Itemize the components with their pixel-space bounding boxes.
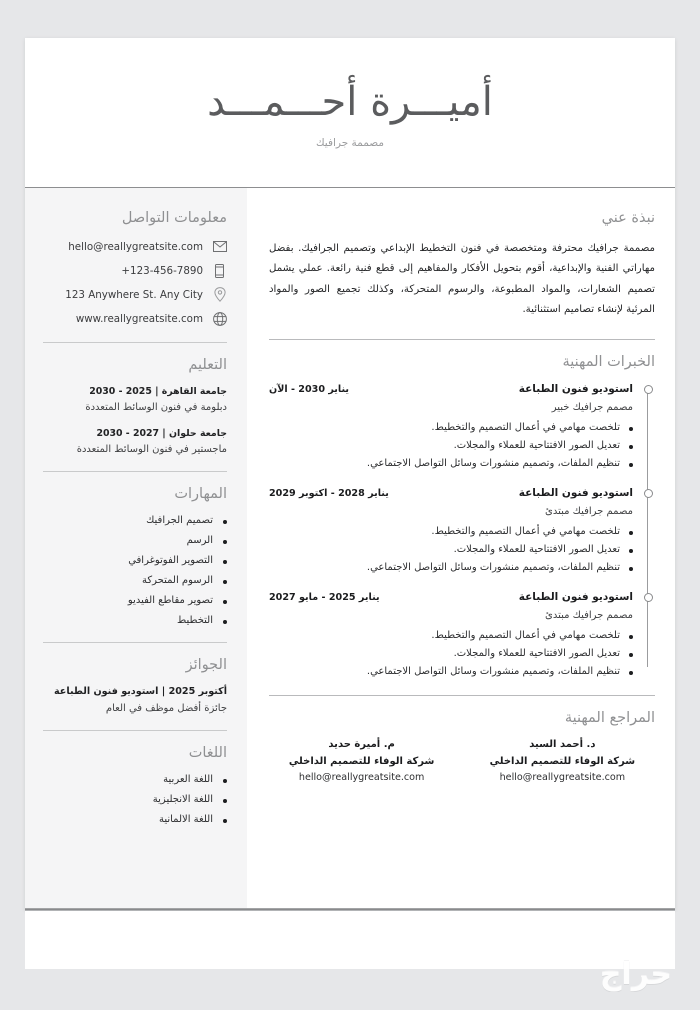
experience-company: استوديو فنون الطباعة [518, 590, 633, 603]
experience-dates: يناير 2030 - الآن [269, 383, 350, 395]
page-footer-sheet [25, 911, 675, 969]
about-section [269, 210, 655, 321]
experience-bullet-list [269, 422, 633, 469]
experience-timeline [269, 383, 655, 677]
experience-item-header [269, 591, 633, 603]
experience-dates: يناير 2025 - مايو 2027 [269, 591, 380, 603]
location-pin-icon [212, 287, 227, 302]
list-item: تعديل الصور الافتتاحية للعملاء والمجلات. [269, 544, 633, 555]
reference-email[interactable]: hello@reallygreatsite.com [298, 771, 425, 783]
globe-icon [212, 311, 227, 326]
about-text: مصممة جرافيك محترفة ومتخصصة في فنون التخطيط الإبداعي وتصميم الجرافيك. بفضل مهاراتي الفنية والإبداعية، أقوم بتحويل الأفكار والمفاهيم إلى قطع فنية رائعة. عملي يشمل تصميم الشعارات، والمواد المطبوعة، والرسوم المتحركة، وكذلك تجميع الصور والمواد المرئية لإنشاء تصاميم استثنائية. [269, 243, 655, 316]
resume-header [25, 38, 675, 188]
reference-name: د. أحمد السيد [529, 738, 596, 750]
timeline-dot-icon [644, 489, 653, 498]
references-section [269, 710, 655, 783]
watermark: حراج [599, 957, 672, 992]
resume-page [25, 38, 675, 910]
contact-item-phone[interactable] [43, 263, 227, 278]
list-item: اللغة الانجليزية [43, 794, 227, 805]
list-item: تلخصت مهامي في أعمال التصميم والتخطيط. [269, 526, 633, 537]
reference-organization: شركة الوفاء للتصميم الداخلي [489, 755, 636, 767]
reference-item [269, 739, 454, 783]
list-item: تنظيم الملفات، وتصميم منشورات وسائل التواصل الاجتماعي. [269, 562, 633, 573]
list-item: تلخصت مهامي في أعمال التصميم والتخطيط. [269, 422, 633, 433]
timeline-dot-icon [644, 385, 653, 394]
contact-item-website[interactable] [43, 311, 227, 326]
education-school: جامعة القاهرة | 2025 - 2030 [89, 386, 227, 397]
reference-name: م. أميرة حديد [328, 738, 395, 750]
contact-section [43, 210, 227, 326]
experience-role: مصمم جرافيك خبير [551, 401, 633, 413]
experience-item [269, 591, 633, 677]
languages-list [43, 774, 227, 825]
experience-section-title: الخبرات المهنية [562, 353, 655, 370]
contact-address-value: 123 Anywhere St. Any City [65, 288, 203, 301]
education-degree: دبلومة في فنون الوسائط المتعددة [85, 402, 227, 413]
divider [269, 339, 655, 340]
timeline-dot-icon [644, 593, 653, 602]
languages-section [43, 745, 227, 825]
awards-section [43, 657, 227, 714]
list-item: الرسم [43, 535, 227, 546]
main-column [247, 188, 675, 909]
experience-item [269, 383, 633, 469]
list-item: الرسوم المتحركة [43, 575, 227, 586]
contact-section-title: معلومات التواصل [121, 210, 227, 226]
reference-item [470, 739, 655, 783]
references-section-title: المراجع المهنية [564, 709, 655, 726]
resume-body [25, 188, 675, 909]
list-item: تنظيم الملفات، وتصميم منشورات وسائل التواصل الاجتماعي. [269, 666, 633, 677]
experience-bullet-list [269, 526, 633, 573]
experience-dates: يناير 2028 - اكتوبر 2029 [269, 487, 389, 499]
list-item: تنظيم الملفات، وتصميم منشورات وسائل التواصل الاجتماعي. [269, 458, 633, 469]
experience-item-header [269, 383, 633, 395]
education-item [43, 386, 227, 413]
experience-role: مصمم جرافيك مبتدئ [545, 505, 633, 517]
phone-icon [212, 263, 227, 278]
divider [269, 695, 655, 696]
timeline-line [647, 391, 648, 667]
award-description: جائزة أفضل موظف في العام [105, 703, 227, 714]
skills-section-title: المهارات [174, 486, 227, 502]
award-title: أكتوبر 2025 | استوديو فنون الطباعة [53, 686, 227, 697]
sidebar-column [25, 188, 247, 909]
list-item: تصميم الجرافيك [43, 515, 227, 526]
award-item [43, 686, 227, 714]
skills-section [43, 486, 227, 626]
skills-list [43, 515, 227, 626]
list-item: اللغة الالمانية [43, 814, 227, 825]
references-list [269, 739, 655, 783]
contact-email-value: hello@reallygreatsite.com [68, 240, 203, 253]
list-item: تلخصت مهامي في أعمال التصميم والتخطيط. [269, 630, 633, 641]
experience-company: استوديو فنون الطباعة [518, 486, 633, 499]
experience-item-header [269, 487, 633, 499]
contact-item-email[interactable] [43, 239, 227, 254]
divider [43, 642, 227, 643]
contact-phone-value: +123-456-7890 [121, 264, 203, 277]
experience-bullet-list [269, 630, 633, 677]
education-section-title: التعليم [188, 357, 227, 373]
list-item: اللغة العربية [43, 774, 227, 785]
divider [43, 730, 227, 731]
contact-item-address[interactable] [43, 287, 227, 302]
experience-company: استوديو فنون الطباعة [518, 382, 633, 395]
reference-email[interactable]: hello@reallygreatsite.com [499, 771, 626, 783]
list-item: تصوير مقاطع الفيديو [43, 595, 227, 606]
job-title: مصممة جرافيك [315, 136, 385, 149]
page-title: أميـــرة أحـــمـــد [207, 79, 493, 125]
education-item [43, 428, 227, 455]
reference-organization: شركة الوفاء للتصميم الداخلي [288, 755, 435, 767]
education-section [43, 357, 227, 455]
education-degree: ماجستير في فنون الوسائط المتعددة [76, 444, 227, 455]
list-item: التصوير الفوتوغرافي [43, 555, 227, 566]
envelope-icon [212, 239, 227, 254]
divider [43, 471, 227, 472]
list-item: التخطيط [43, 615, 227, 626]
languages-section-title: اللغات [188, 745, 227, 761]
experience-item [269, 487, 633, 573]
list-item: تعديل الصور الافتتاحية للعملاء والمجلات. [269, 648, 633, 659]
experience-role: مصمم جرافيك مبتدئ [545, 609, 633, 621]
awards-section-title: الجوائز [185, 657, 227, 673]
divider [43, 342, 227, 343]
experience-section [269, 354, 655, 677]
contact-website-value: www.reallygreatsite.com [75, 312, 203, 325]
list-item: تعديل الصور الافتتاحية للعملاء والمجلات. [269, 440, 633, 451]
education-school: جامعة حلوان | 2027 - 2030 [96, 428, 227, 439]
about-section-title: نبذة عني [601, 210, 655, 226]
